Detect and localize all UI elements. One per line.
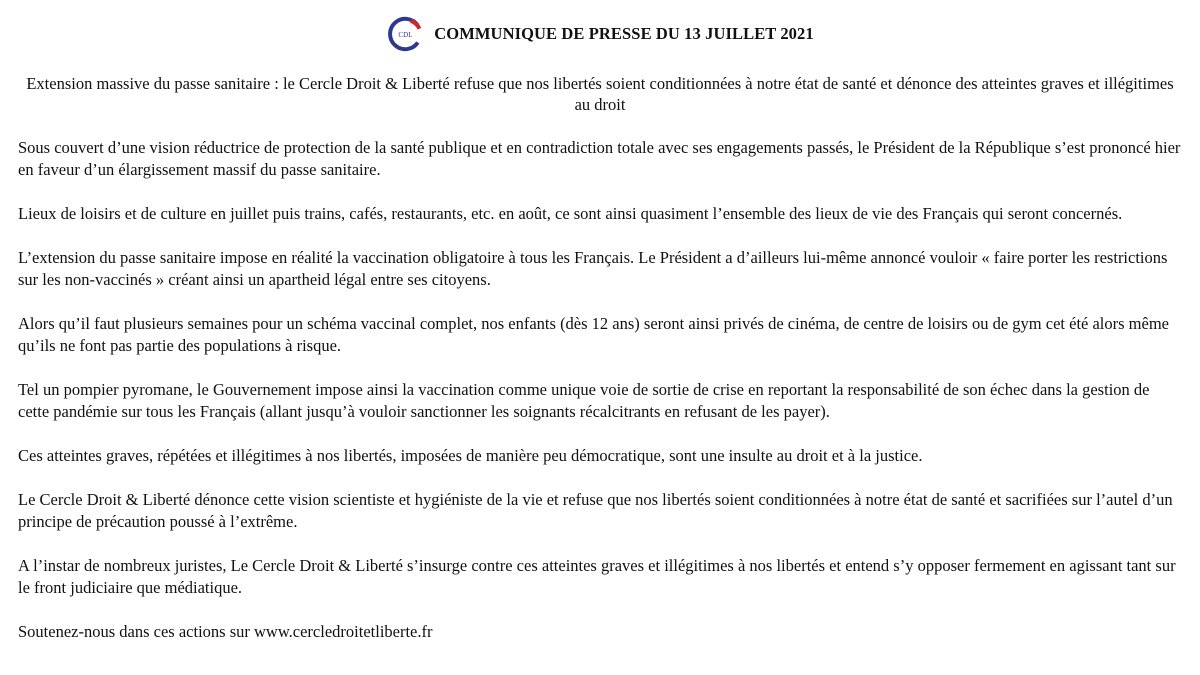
cdl-logo: [386, 15, 424, 53]
paragraph: Sous couvert d’une vision réductrice de protection de la santé publique et en contradiction totale avec ses engagements passés, le Président de la République s’est prononcé hier en faveur d’un élargissement massif du passe sanitaire.: [18, 138, 1181, 179]
paragraph: A l’instar de nombreux juristes, Le Cercle Droit & Liberté s’insurge contre ces atteintes graves et illégitimes à nos libertés et entend s’y opposer fermement en agissant tant sur le front judiciaire que médiatique.: [18, 556, 1176, 597]
paragraph: Lieux de loisirs et de culture en juillet puis trains, cafés, restaurants, etc. en août, ce sont ainsi quasiment l’ensemble des lieux de vie des Français qui seront concernés.: [18, 204, 1123, 223]
website-callout: Soutenez-nous dans ces actions sur www.cercledroitetliberte.fr: [18, 622, 433, 641]
paragraph: Alors qu’il faut plusieurs semaines pour un schéma vaccinal complet, nos enfants (dès 12 ans) seront ainsi privés de cinéma, de centre de loisirs ou de gym cet été alors même qu’ils ne font pas partie des populations à risque.: [18, 314, 1169, 355]
paragraph: Ces atteintes graves, répétées et illégitimes à nos libertés, imposées de manière peu démocratique, sont une insulte au droit et à la justice.: [18, 446, 923, 465]
headline: Extension massive du passe sanitaire : le Cercle Droit & Liberté refuse que nos libertés soient conditionnées à notre état de santé et dénonce des atteintes graves et illégitimes au droit: [26, 74, 1174, 114]
paragraph: Tel un pompier pyromane, le Gouvernement impose ainsi la vaccination comme unique voie de sortie de crise en reportant la responsabilité de son échec dans la gestion de cette pandémie sur tous les Français (allant jusqu’à vouloir sanctionner les soignants récalcitrants en refusant de les payer).: [18, 380, 1150, 421]
header: [0, 14, 1200, 54]
header-title: COMMUNIQUE DE PRESSE DU 13 JUILLET 2021: [434, 24, 814, 43]
paragraph: Le Cercle Droit & Liberté dénonce cette vision scientiste et hygiéniste de la vie et refuse que nos libertés soient conditionnées à notre état de santé et sacrifiées sur l’autel d’un principe de précaution poussé à l’extrême.: [18, 490, 1173, 531]
logo-text: CDL: [398, 30, 413, 39]
paragraph: L’extension du passe sanitaire impose en réalité la vaccination obligatoire à tous les Français. Le Président a d’ailleurs lui-même annoncé vouloir « faire porter les restrictions sur les non-vaccinés » créant ainsi un apartheid légal entre ses citoyens.: [18, 248, 1168, 289]
content: [18, 73, 1182, 643]
